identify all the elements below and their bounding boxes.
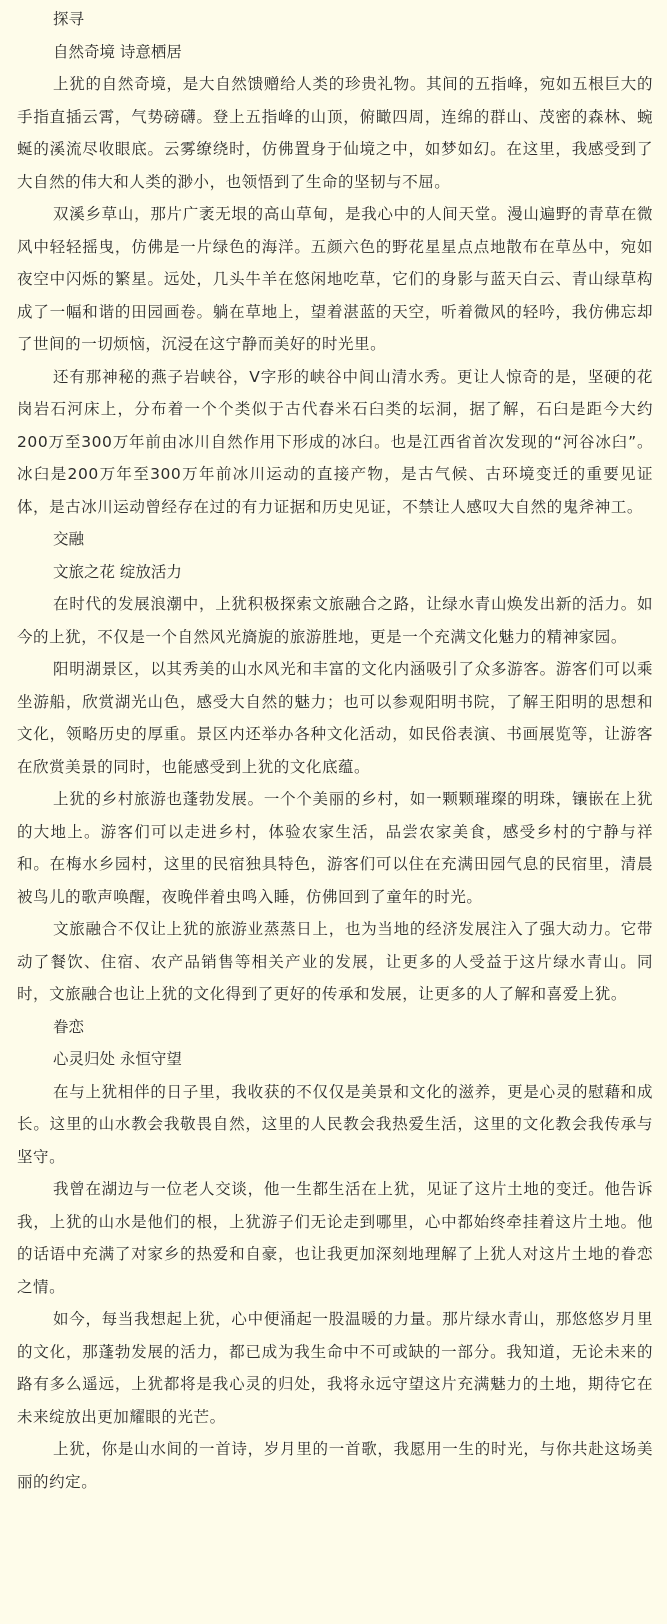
section-label: 眷恋 <box>53 1017 85 1036</box>
paragraph: 我曾在湖边与一位老人交谈，他一生都生活在上犹，见证了这片土地的变迁。他告诉我，上犹的山水是他们的根，上犹游子们无论走到哪里，心中都始终牵挂着这片土地。他的话语中充满了对家乡的热爱和自豪，也让我更加深刻地理解了上犹人对这片土地的眷恋之情。 <box>17 1180 653 1296</box>
paragraph: 阳明湖景区，以其秀美的山水风光和丰富的文化内涵吸引了众多游客。游客们可以乘坐游船，欣赏湖光山色，感受大自然的魅力；也可以参观阳明书院，了解王阳明的思想和文化，领略历史的厚重。景区内还举办各种文化活动，如民俗表演、书画展览等，让游客在欣赏美景的同时，也能感受到上犹的文化底蕴。 <box>17 660 653 776</box>
paragraph: 上犹，你是山水间的一首诗，岁月里的一首歌，我愿用一生的时光，与你共赴这场美丽的约定。 <box>17 1440 653 1491</box>
paragraph: 如今，每当我想起上犹，心中便涌起一股温暖的力量。那片绿水青山，那悠悠岁月里的文化，那蓬勃发展的活力，都已成为我生命中不可或缺的一部分。我知道，无论未来的路有多么遥远，上犹都将是我心灵的归处，我将永远守望这片充满魅力的土地，期待它在未来绽放出更加耀眼的光芒。 <box>17 1310 653 1426</box>
paragraph: 上犹的自然奇境，是大自然馈赠给人类的珍贵礼物。其间的五指峰，宛如五根巨大的手指直插云霄，气势磅礴。登上五指峰的山顶，俯瞰四周，连绵的群山、茂密的森林、蜿蜒的溪流尽收眼底。云雾缭绕时，仿佛置身于仙境之中，如梦如幻。在这里，我感受到了大自然的伟大和人类的渺小，也领悟到了生命的坚韧与不屈。 <box>17 75 653 191</box>
section-fusion <box>17 523 653 1011</box>
section-explore <box>17 3 653 523</box>
section-attachment <box>17 1011 653 1499</box>
section-subtitle: 文旅之花 绽放活力 <box>53 562 182 581</box>
section-label: 探寻 <box>53 10 85 28</box>
paragraph: 文旅融合不仅让上犹的旅游业蒸蒸日上，也为当地的经济发展注入了强大动力。它带动了餐饮、住宿、农产品销售等相关产业的发展，让更多的人受益于这片绿水青山。同时，文旅融合也让上犹的文化得到了更好的传承和发展，让更多的人了解和喜爱上犹。 <box>17 920 653 1003</box>
paragraph: 在时代的发展浪潮中，上犹积极探索文旅融合之路，让绿水青山焕发出新的活力。如今的上犹，不仅是一个自然风光旖旎的旅游胜地，更是一个充满文化魅力的精神家园。 <box>17 595 653 646</box>
paragraph: 在与上犹相伴的日子里，我收获的不仅仅是美景和文化的滋养，更是心灵的慰藉和成长。这里的山水教会我敬畏自然，这里的人民教会我热爱生活，这里的文化教会我传承与坚守。 <box>17 1082 653 1166</box>
section-subtitle: 心灵归处 永恒守望 <box>53 1050 182 1068</box>
paragraph: 还有那神秘的燕子岩峡谷，V字形的峡谷中间山清水秀。更让人惊奇的是，坚硬的花岗岩石河床上，分布着一个个类似于古代舂米石臼类的坛洞，据了解，石臼是距今大约200万至300万年前由冰川自然作用下形成的冰臼。也是江西省首次发现的“河谷冰臼”。冰臼是200万年至300万年前冰川运动的直接产物，是古气候、古环境变迁的重要见证体，是古冰川运动曾经存在过的有力证据和历史见证，不禁让人感叹大自然的鬼斧神工。 <box>17 367 653 516</box>
paragraph: 双溪乡草山，那片广袤无垠的高山草甸，是我心中的人间天堂。漫山遍野的青草在微风中轻轻摇曳，仿佛是一片绿色的海洋。五颜六色的野花星星点点地散布在草丛中，宛如夜空中闪烁的繁星。远处，几头牛羊在悠闲地吃草，它们的身影与蓝天白云、青山绿草构成了一幅和谐的田园画卷。躺在草地上，望着湛蓝的天空，听着微风的轻吟，我仿佛忘却了世间的一切烦恼，沉浸在这宁静而美好的时光里。 <box>17 205 653 353</box>
section-label: 交融 <box>53 530 85 548</box>
section-subtitle: 自然奇境 诗意栖居 <box>53 42 182 61</box>
paragraph: 上犹的乡村旅游也蓬勃发展。一个个美丽的乡村，如一颗颗璀璨的明珠，镶嵌在上犹的大地上。游客们可以走进乡村，体验农家生活，品尝农家美食，感受乡村的宁静与祥和。在梅水乡园村，这里的民宿独具特色，游客们可以住在充满田园气息的民宿里，清晨被鸟儿的歌声唤醒，夜晚伴着虫鸣入睡，仿佛回到了童年的时光。 <box>17 790 653 906</box>
